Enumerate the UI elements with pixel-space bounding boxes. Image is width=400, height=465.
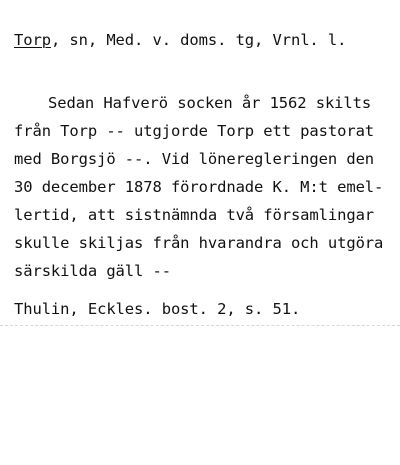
body-line-4: 30 december 1878 förordnade K. M:t emel-	[14, 178, 384, 196]
body-line-7: särskilda gäll --	[14, 262, 171, 280]
body-line-3: med Borgsjö --. Vid löneregleringen den	[14, 150, 375, 168]
body-line-6: skulle skiljas från hvarandra och utgöra	[14, 234, 384, 252]
headword: Torp	[14, 31, 51, 49]
body-line-1: Sedan Hafverö socken år 1562 skilts	[48, 94, 372, 112]
card-header	[14, 30, 346, 50]
body-line-2: från Torp -- utgjorde Torp ett pastorat	[14, 122, 375, 140]
body-line-5: lertid, att sistnämnda två församlingar	[14, 206, 375, 224]
header-details: , sn, Med. v. doms. tg, Vrnl. l.	[50, 31, 347, 49]
source-reference: Thulin, Eckles. bost. 2, s. 51.	[14, 300, 301, 318]
card-edge-divider	[0, 325, 400, 326]
